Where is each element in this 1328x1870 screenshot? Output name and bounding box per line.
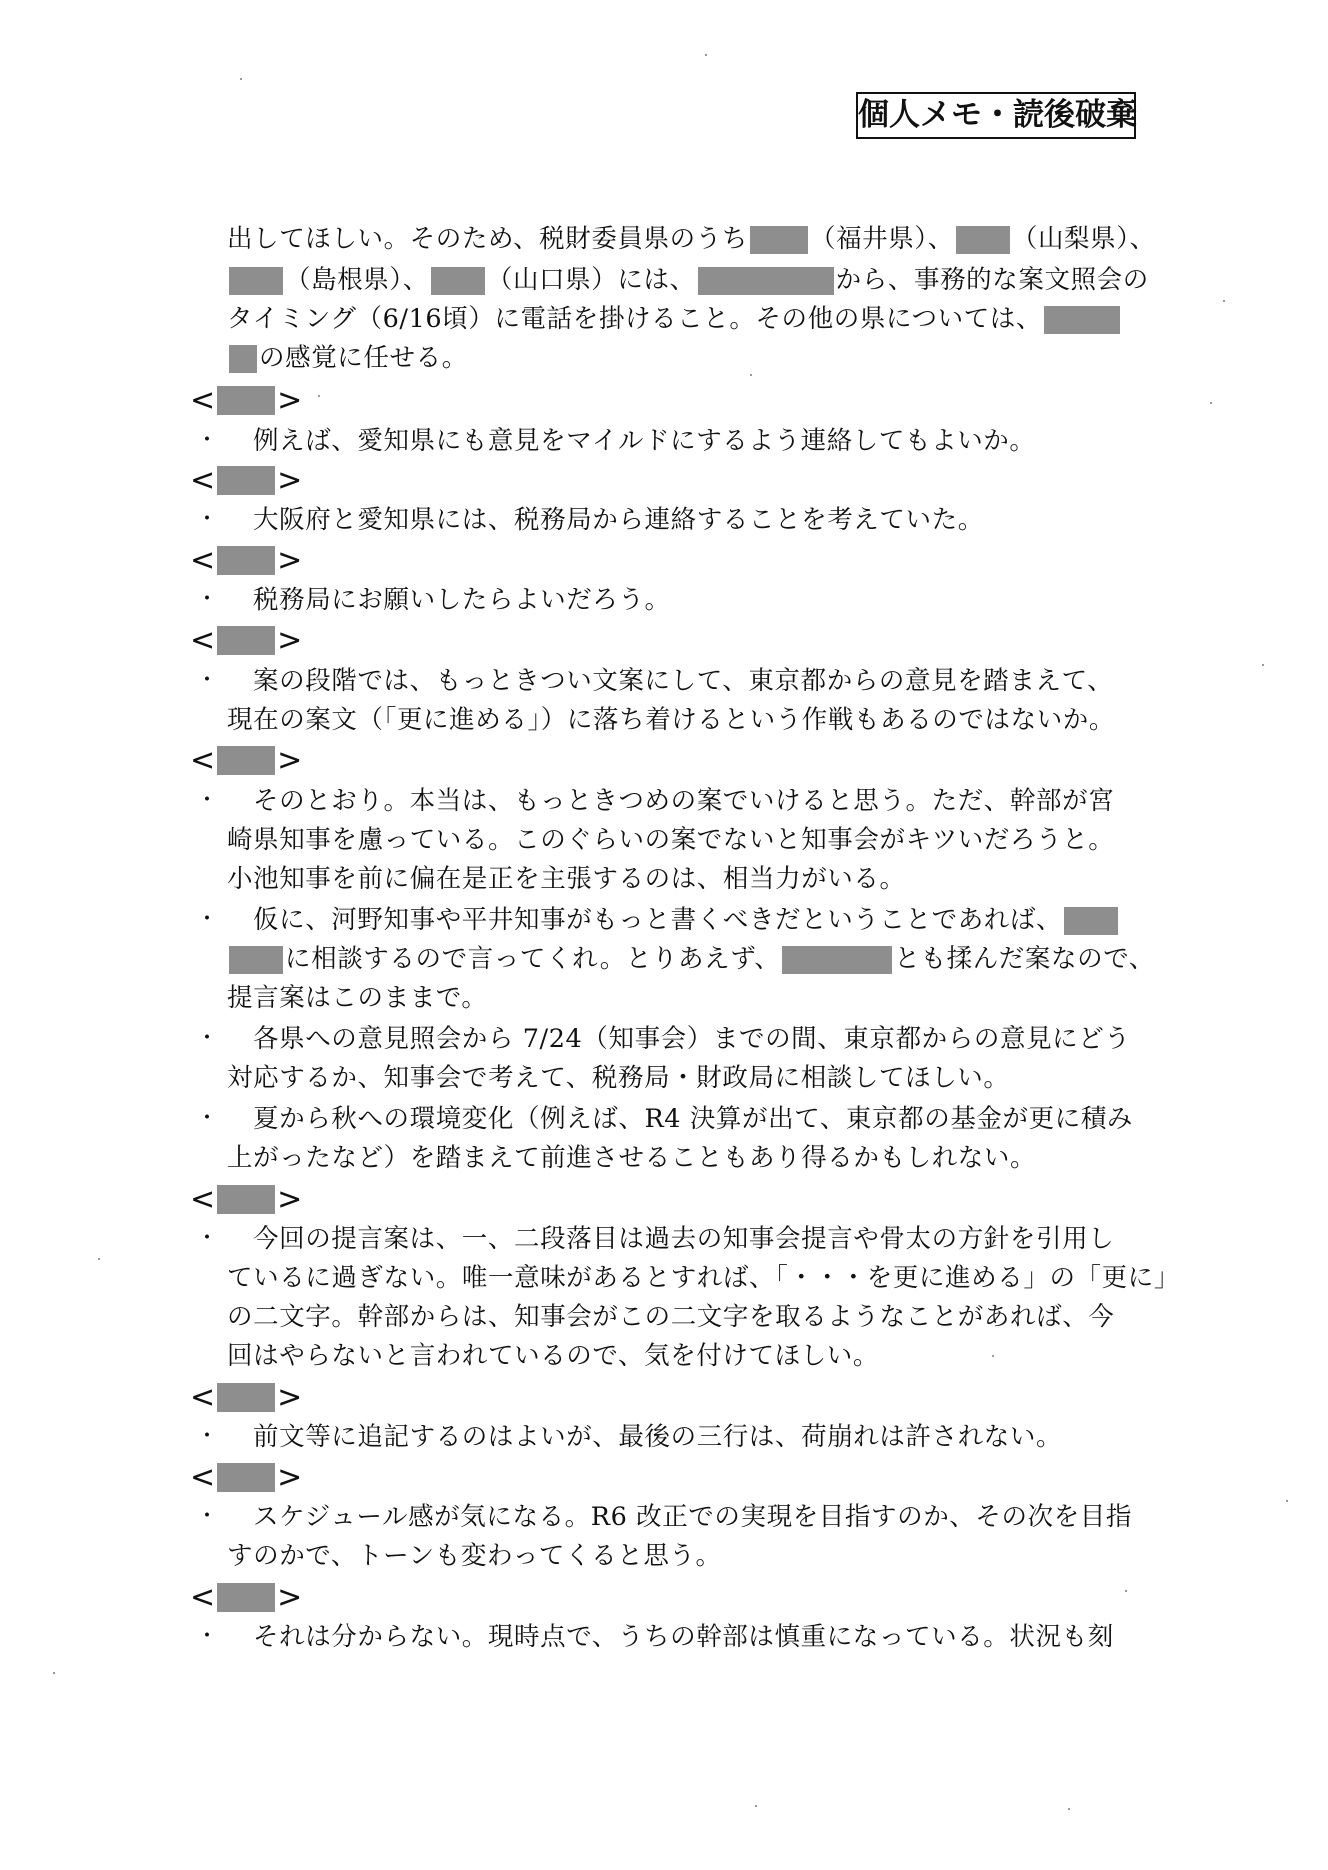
text-line: 前文等に追記するのはよいが、最後の三行は、荷崩れは許されない。 <box>253 1422 1063 1452</box>
scan-speck <box>318 395 320 397</box>
text-line: 各県への意見照会から 7/24（知事会）までの間、東京都からの意見にどう <box>253 1024 1131 1054</box>
speaker-tag: < > <box>190 382 303 418</box>
text-line <box>227 263 1149 297</box>
speaker-tag: < > <box>190 1459 303 1495</box>
text-line <box>227 302 1122 336</box>
redaction-block <box>750 226 808 254</box>
text-line: 例えば、愛知県にも意見をマイルドにするよう連絡してもよいか。 <box>253 426 1036 456</box>
scan-speck <box>240 78 242 80</box>
text-segment: に相談するので言ってくれ。とりあえず、 <box>285 944 781 974</box>
scan-speck <box>53 1672 55 1674</box>
confidential-stamp: 個人メモ・読後破棄 <box>856 92 1136 139</box>
speaker-tag: < > <box>190 622 303 658</box>
bullet: ・ <box>196 1424 219 1449</box>
text-line: 現在の案文（「更に進める」）に落ち着けるという作戦もあるのではないか。 <box>227 705 1116 735</box>
bullet: ・ <box>196 668 219 693</box>
redaction-block <box>217 546 275 575</box>
text-line: 上がったなど）を踏まえて前進させることもあり得るかもしれない。 <box>227 1143 1037 1173</box>
redaction-block <box>431 267 485 295</box>
scan-speck <box>1210 402 1212 404</box>
text-segment: とも揉んだ案なので、 <box>894 944 1155 974</box>
scan-speck <box>750 374 752 376</box>
text-line <box>227 341 468 375</box>
text-line: の二文字。幹部からは、知事会がこの二文字を取るようなことがあれば、今 <box>227 1302 1115 1332</box>
redaction-block <box>217 746 275 775</box>
bullet: ・ <box>196 1026 219 1051</box>
redaction-block <box>1064 907 1118 935</box>
scan-speck <box>1262 664 1264 666</box>
text-line: それは分からない。現時点で、うちの幹部は慎重になっている。状況も刻 <box>253 1622 1114 1652</box>
text-segment: から、事務的な案文照会の <box>835 265 1149 295</box>
bullet: ・ <box>196 507 219 532</box>
text-line: 税務局にお願いしたらよいだろう。 <box>253 585 671 615</box>
redaction-block <box>217 1583 275 1612</box>
text-line: スケジュール感が気になる。R6 改正での実現を目指すのか、その次を目指 <box>253 1502 1133 1532</box>
text-line: 提言案はこのままで。 <box>227 983 488 1013</box>
bullet: ・ <box>196 788 219 813</box>
text-segment: 仮に、河野知事や平井知事がもっと書くべきだということであれば、 <box>253 905 1063 935</box>
text-segment: タイミング（6/16頃）に電話を掛けること。その他の県については、 <box>227 304 1043 334</box>
redaction-block <box>698 267 834 295</box>
redaction-block <box>217 466 275 495</box>
text-line <box>227 942 1155 976</box>
scan-speck <box>755 1805 757 1807</box>
scan-speck <box>98 1258 100 1260</box>
redaction-block <box>956 226 1010 254</box>
redaction-block <box>782 946 892 974</box>
scan-speck <box>705 54 707 56</box>
text-line: 大阪府と愛知県には、税務局から連絡することを考えていた。 <box>253 505 984 535</box>
speaker-tag: < > <box>190 1181 303 1217</box>
text-line: 小池知事を前に偏在是正を主張するのは、相当力がいる。 <box>227 864 906 894</box>
redaction-block <box>217 626 275 655</box>
bullet: ・ <box>196 1106 219 1131</box>
text-line: 対応するか、知事会で考えて、税務局・財政局に相談してほしい。 <box>227 1063 1010 1093</box>
bullet: ・ <box>196 587 219 612</box>
scan-speck <box>1068 1808 1070 1810</box>
text-line: 案の段階では、もっときつい文案にして、東京都からの意見を踏まえて、 <box>253 666 1114 696</box>
bullet: ・ <box>196 1624 219 1649</box>
text-line: 今回の提言案は、一、二段落目は過去の知事会提言や骨太の方針を引用し <box>253 1224 1115 1254</box>
redaction-block <box>229 267 283 295</box>
text-line: 夏から秋への環境変化（例えば、R4 決算が出て、東京都の基金が更に積み <box>253 1104 1134 1134</box>
scan-speck <box>1223 300 1225 302</box>
text-line <box>227 222 1156 256</box>
text-segment: （山口県）には、 <box>486 265 696 295</box>
text-line <box>253 903 1120 937</box>
text-line: そのとおり。本当は、もっときつめの案でいけると思う。ただ、幹部が宮 <box>253 786 1115 816</box>
text-line: すのかで、トーンも変わってくると思う。 <box>227 1541 722 1571</box>
scan-speck <box>1286 1500 1288 1502</box>
redaction-block <box>217 1463 275 1492</box>
text-segment: （山梨県）、 <box>1011 224 1156 254</box>
speaker-tag: < > <box>190 462 303 498</box>
redaction-block <box>229 345 257 373</box>
redaction-block <box>217 386 275 415</box>
text-segment: （島根県）、 <box>285 265 429 295</box>
bullet: ・ <box>196 1504 219 1529</box>
scan-speck <box>992 1355 994 1357</box>
scan-speck <box>1125 1590 1127 1592</box>
speaker-tag: < > <box>190 542 303 578</box>
bullet: ・ <box>196 1226 219 1251</box>
bullet: ・ <box>196 907 219 932</box>
text-segment: の感覚に任せる。 <box>259 343 468 373</box>
speaker-tag: < > <box>190 1579 303 1615</box>
redaction-block <box>229 946 283 974</box>
redaction-block <box>217 1185 275 1214</box>
text-line: 崎県知事を慮っている。このぐらいの案でないと知事会がキツいだろうと。 <box>227 825 1115 855</box>
text-line: 回はやらないと言われているので、気を付けてほしい。 <box>227 1341 879 1371</box>
bullet: ・ <box>196 428 219 453</box>
text-line: ているに過ぎない。唯一意味があるとすれば、「・・・を更に進める」の「更に」 <box>227 1263 1180 1293</box>
speaker-tag: < > <box>190 1379 303 1415</box>
redaction-block <box>1044 306 1120 334</box>
text-segment: （福井県）、 <box>809 224 954 254</box>
text-segment: 出してほしい。そのため、税財委員県のうち <box>227 224 748 254</box>
speaker-tag: < > <box>190 742 303 778</box>
redaction-block <box>217 1383 275 1412</box>
